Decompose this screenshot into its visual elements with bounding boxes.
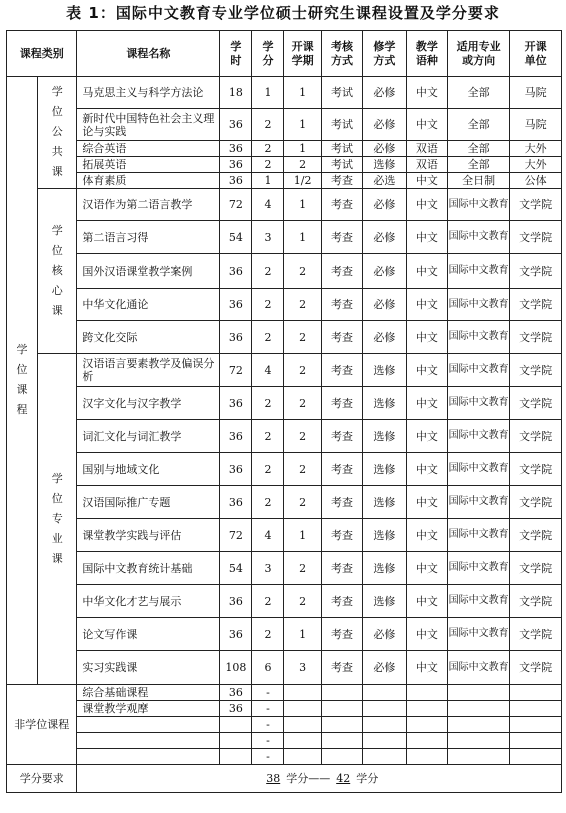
empty-cell — [284, 685, 321, 701]
course-exam: 考试 — [321, 157, 362, 173]
course-name: 课堂教学观摩 — [77, 701, 220, 717]
course-name: 马克思主义与科学方法论 — [77, 77, 220, 109]
course-credit: 4 — [252, 189, 284, 221]
course-unit: 文学院 — [510, 321, 562, 354]
course-unit: 文学院 — [510, 486, 562, 519]
course-unit: 文学院 — [510, 189, 562, 221]
course-unit: 文学院 — [510, 552, 562, 585]
table-row — [7, 701, 562, 717]
course-unit: 文学院 — [510, 221, 562, 254]
course-term: 2 — [284, 552, 321, 585]
course-major: 国际中文教育 — [448, 486, 510, 519]
course-term: 1 — [284, 221, 321, 254]
course-hours: 36 — [220, 420, 252, 453]
course-mode: 选修 — [363, 453, 406, 486]
table-row — [7, 651, 562, 685]
course-unit: 文学院 — [510, 519, 562, 552]
course-name: 汉字文化与汉字教学 — [77, 387, 220, 420]
course-mode: 选修 — [363, 585, 406, 618]
empty-cell — [363, 733, 406, 749]
course-major: 国际中文教育 — [448, 221, 510, 254]
course-term: 2 — [284, 254, 321, 289]
table-row — [7, 254, 562, 289]
course-term: 2 — [284, 486, 321, 519]
credit-unit: 学分 — [356, 772, 379, 785]
course-major: 国际中文教育 — [448, 585, 510, 618]
empty-cell — [321, 749, 362, 765]
course-name: 汉语语言要素教学及偏误分析 — [77, 354, 220, 387]
empty-cell — [406, 733, 447, 749]
header-term: 开课学期 — [284, 31, 321, 77]
course-unit: 马院 — [510, 109, 562, 141]
course-lang: 中文 — [406, 173, 447, 189]
course-term: 3 — [284, 651, 321, 685]
course-exam: 考试 — [321, 77, 362, 109]
empty-cell — [406, 685, 447, 701]
course-hours: 36 — [220, 618, 252, 651]
course-hours: 36 — [220, 701, 252, 717]
course-lang: 中文 — [406, 109, 447, 141]
course-lang: 中文 — [406, 420, 447, 453]
course-name — [77, 733, 220, 749]
header-exam: 考核方式 — [321, 31, 362, 77]
course-mode: 必修 — [363, 321, 406, 354]
course-hours: 18 — [220, 77, 252, 109]
course-term: 1 — [284, 141, 321, 157]
course-mode: 选修 — [363, 552, 406, 585]
course-name — [77, 749, 220, 765]
course-credit: 2 — [252, 618, 284, 651]
course-hours: 36 — [220, 387, 252, 420]
course-hours: 36 — [220, 585, 252, 618]
empty-cell — [448, 733, 510, 749]
course-exam: 考查 — [321, 618, 362, 651]
empty-cell — [448, 749, 510, 765]
course-lang: 中文 — [406, 289, 447, 321]
table-row — [7, 618, 562, 651]
course-credit: 2 — [252, 254, 284, 289]
course-exam: 考查 — [321, 354, 362, 387]
course-credit: 2 — [252, 289, 284, 321]
course-name: 词汇文化与词汇教学 — [77, 420, 220, 453]
header-row — [7, 31, 562, 77]
course-term: 1 — [284, 77, 321, 109]
table-row — [7, 157, 562, 173]
header-course-name: 课程名称 — [77, 31, 220, 77]
empty-cell — [363, 685, 406, 701]
credit-requirement-row — [7, 765, 562, 793]
credit-max: 42 — [336, 772, 351, 785]
course-major: 全部 — [448, 109, 510, 141]
course-unit: 文学院 — [510, 354, 562, 387]
table-row — [7, 420, 562, 453]
course-credit: 3 — [252, 552, 284, 585]
empty-cell — [284, 733, 321, 749]
course-major: 国际中文教育 — [448, 289, 510, 321]
course-mode: 必修 — [363, 189, 406, 221]
course-lang: 中文 — [406, 254, 447, 289]
course-exam: 考查 — [321, 387, 362, 420]
course-unit: 大外 — [510, 157, 562, 173]
course-major: 国际中文教育 — [448, 618, 510, 651]
empty-cell — [448, 717, 510, 733]
course-name: 实习实践课 — [77, 651, 220, 685]
table-row — [7, 354, 562, 387]
course-name: 新时代中国特色社会主义理论与实践 — [77, 109, 220, 141]
course-unit: 马院 — [510, 77, 562, 109]
empty-cell — [284, 701, 321, 717]
table-row — [7, 77, 562, 109]
course-hours: 36 — [220, 486, 252, 519]
course-credit: - — [252, 749, 284, 765]
table-row — [7, 221, 562, 254]
course-major: 国际中文教育 — [448, 453, 510, 486]
table-row — [7, 585, 562, 618]
course-hours: 36 — [220, 173, 252, 189]
header-hours: 学时 — [220, 31, 252, 77]
course-term: 1/2 — [284, 173, 321, 189]
course-credit: 1 — [252, 77, 284, 109]
course-hours: 54 — [220, 552, 252, 585]
course-credit: 2 — [252, 585, 284, 618]
course-lang: 中文 — [406, 453, 447, 486]
course-name — [77, 717, 220, 733]
course-unit: 文学院 — [510, 618, 562, 651]
course-term: 2 — [284, 289, 321, 321]
course-name: 体育素质 — [77, 173, 220, 189]
course-term: 2 — [284, 387, 321, 420]
group-nondegree: 非学位课程 — [7, 685, 77, 765]
empty-cell — [363, 701, 406, 717]
course-unit: 文学院 — [510, 651, 562, 685]
table-row — [7, 321, 562, 354]
course-credit: 6 — [252, 651, 284, 685]
course-major: 全日制 — [448, 173, 510, 189]
course-name: 综合基础课程 — [77, 685, 220, 701]
course-unit: 文学院 — [510, 289, 562, 321]
group-degree: 学位课程 — [7, 77, 38, 685]
course-name: 中华文化通论 — [77, 289, 220, 321]
course-major: 国际中文教育 — [448, 189, 510, 221]
course-credit: 2 — [252, 453, 284, 486]
course-mode: 必修 — [363, 254, 406, 289]
course-exam: 考查 — [321, 321, 362, 354]
course-term: 1 — [284, 189, 321, 221]
course-name: 拓展英语 — [77, 157, 220, 173]
empty-cell — [363, 717, 406, 733]
course-term: 2 — [284, 157, 321, 173]
course-exam: 考查 — [321, 585, 362, 618]
table-row — [7, 717, 562, 733]
course-mode: 选修 — [363, 157, 406, 173]
credit-min: 38 — [266, 772, 281, 785]
course-term: 1 — [284, 618, 321, 651]
course-credit: 2 — [252, 141, 284, 157]
empty-cell — [284, 749, 321, 765]
empty-cell — [321, 701, 362, 717]
course-lang: 双语 — [406, 141, 447, 157]
empty-cell — [406, 717, 447, 733]
empty-cell — [406, 701, 447, 717]
course-table — [6, 30, 562, 793]
course-lang: 中文 — [406, 651, 447, 685]
course-hours — [220, 733, 252, 749]
course-lang: 中文 — [406, 354, 447, 387]
table-row — [7, 189, 562, 221]
course-lang: 中文 — [406, 585, 447, 618]
course-unit: 文学院 — [510, 453, 562, 486]
course-unit: 公体 — [510, 173, 562, 189]
course-name: 国别与地域文化 — [77, 453, 220, 486]
course-credit: 3 — [252, 221, 284, 254]
course-lang: 中文 — [406, 189, 447, 221]
course-hours: 108 — [220, 651, 252, 685]
course-lang: 中文 — [406, 387, 447, 420]
course-hours: 36 — [220, 321, 252, 354]
course-hours: 36 — [220, 141, 252, 157]
table-row — [7, 685, 562, 701]
group-major: 学位专业课 — [38, 354, 77, 685]
course-name: 课堂教学实践与评估 — [77, 519, 220, 552]
course-mode: 必修 — [363, 109, 406, 141]
group-core: 学位核心课 — [38, 189, 77, 354]
course-exam: 考试 — [321, 109, 362, 141]
course-major: 全部 — [448, 157, 510, 173]
empty-cell — [510, 685, 562, 701]
course-exam: 考查 — [321, 289, 362, 321]
course-unit: 大外 — [510, 141, 562, 157]
course-term: 1 — [284, 519, 321, 552]
course-mode: 必修 — [363, 651, 406, 685]
course-exam: 考查 — [321, 552, 362, 585]
empty-cell — [510, 701, 562, 717]
course-name: 中华文化才艺与展示 — [77, 585, 220, 618]
course-mode: 选修 — [363, 486, 406, 519]
table-row — [7, 453, 562, 486]
empty-cell — [510, 717, 562, 733]
table-row — [7, 552, 562, 585]
course-mode: 选修 — [363, 387, 406, 420]
course-hours: 54 — [220, 221, 252, 254]
course-term: 2 — [284, 585, 321, 618]
header-mode: 修学方式 — [363, 31, 406, 77]
course-exam: 考查 — [321, 173, 362, 189]
table-row — [7, 109, 562, 141]
course-name: 汉语国际推广专题 — [77, 486, 220, 519]
course-hours: 36 — [220, 109, 252, 141]
course-major: 全部 — [448, 77, 510, 109]
credit-requirement-label: 学分要求 — [7, 765, 77, 793]
empty-cell — [363, 749, 406, 765]
empty-cell — [448, 701, 510, 717]
empty-cell — [321, 733, 362, 749]
header-category: 课程类别 — [7, 31, 77, 77]
empty-cell — [284, 717, 321, 733]
course-credit: - — [252, 717, 284, 733]
course-mode: 选修 — [363, 420, 406, 453]
course-major: 国际中文教育 — [448, 254, 510, 289]
course-credit: 2 — [252, 321, 284, 354]
course-major: 国际中文教育 — [448, 519, 510, 552]
table-row — [7, 173, 562, 189]
credit-requirement-value — [77, 765, 562, 793]
course-credit: 2 — [252, 420, 284, 453]
course-name: 论文写作课 — [77, 618, 220, 651]
course-unit: 文学院 — [510, 585, 562, 618]
course-name: 国际中文教育统计基础 — [77, 552, 220, 585]
course-lang: 双语 — [406, 157, 447, 173]
course-hours — [220, 717, 252, 733]
course-mode: 必选 — [363, 173, 406, 189]
empty-cell — [510, 749, 562, 765]
table-row — [7, 387, 562, 420]
course-major: 国际中文教育 — [448, 387, 510, 420]
table-row — [7, 289, 562, 321]
course-term: 2 — [284, 453, 321, 486]
course-credit: 2 — [252, 157, 284, 173]
course-hours: 36 — [220, 453, 252, 486]
empty-cell — [321, 685, 362, 701]
course-unit: 文学院 — [510, 420, 562, 453]
course-unit: 文学院 — [510, 254, 562, 289]
course-lang: 中文 — [406, 321, 447, 354]
course-exam: 考查 — [321, 519, 362, 552]
course-major: 国际中文教育 — [448, 321, 510, 354]
course-lang: 中文 — [406, 486, 447, 519]
course-mode: 必修 — [363, 618, 406, 651]
course-exam: 考查 — [321, 486, 362, 519]
course-mode: 必修 — [363, 141, 406, 157]
course-credit: - — [252, 733, 284, 749]
course-lang: 中文 — [406, 519, 447, 552]
course-hours: 36 — [220, 289, 252, 321]
course-mode: 必修 — [363, 221, 406, 254]
course-major: 国际中文教育 — [448, 552, 510, 585]
table-row — [7, 486, 562, 519]
course-hours: 36 — [220, 685, 252, 701]
group-public: 学位公共课 — [38, 77, 77, 189]
course-major: 国际中文教育 — [448, 651, 510, 685]
course-hours: 72 — [220, 519, 252, 552]
empty-cell — [448, 685, 510, 701]
course-exam: 考查 — [321, 221, 362, 254]
course-name: 综合英语 — [77, 141, 220, 157]
course-mode: 必修 — [363, 77, 406, 109]
table-row — [7, 733, 562, 749]
course-hours: 36 — [220, 254, 252, 289]
empty-cell — [510, 733, 562, 749]
course-credit: 1 — [252, 173, 284, 189]
header-unit: 开课单位 — [510, 31, 562, 77]
course-term: 2 — [284, 420, 321, 453]
course-exam: 考查 — [321, 189, 362, 221]
course-lang: 中文 — [406, 221, 447, 254]
course-lang: 中文 — [406, 618, 447, 651]
table-title: 表 1：国际中文教育专业学位硕士研究生课程设置及学分要求 — [66, 4, 500, 22]
course-mode: 选修 — [363, 354, 406, 387]
course-term: 2 — [284, 354, 321, 387]
table-row — [7, 519, 562, 552]
course-unit: 文学院 — [510, 387, 562, 420]
header-lang: 教学语种 — [406, 31, 447, 77]
course-exam: 考试 — [321, 141, 362, 157]
header-credit: 学分 — [252, 31, 284, 77]
course-exam: 考查 — [321, 254, 362, 289]
course-credit: - — [252, 701, 284, 717]
course-mode: 选修 — [363, 519, 406, 552]
course-exam: 考查 — [321, 453, 362, 486]
course-credit: 4 — [252, 519, 284, 552]
course-hours: 36 — [220, 157, 252, 173]
table-row — [7, 749, 562, 765]
course-major: 国际中文教育 — [448, 420, 510, 453]
course-credit: 2 — [252, 109, 284, 141]
course-major: 国际中文教育 — [448, 354, 510, 387]
course-major: 全部 — [448, 141, 510, 157]
table-row — [7, 141, 562, 157]
course-credit: 4 — [252, 354, 284, 387]
header-major: 适用专业或方向 — [448, 31, 510, 77]
course-name: 跨文化交际 — [77, 321, 220, 354]
empty-cell — [321, 717, 362, 733]
course-hours — [220, 749, 252, 765]
course-exam: 考查 — [321, 420, 362, 453]
course-term: 2 — [284, 321, 321, 354]
credit-sep: 学分—— — [286, 772, 331, 785]
course-name: 汉语作为第二语言教学 — [77, 189, 220, 221]
course-term: 1 — [284, 109, 321, 141]
course-credit: 2 — [252, 486, 284, 519]
course-credit: 2 — [252, 387, 284, 420]
course-name: 国外汉语课堂教学案例 — [77, 254, 220, 289]
course-hours: 72 — [220, 189, 252, 221]
course-credit: - — [252, 685, 284, 701]
course-hours: 72 — [220, 354, 252, 387]
empty-cell — [406, 749, 447, 765]
course-exam: 考查 — [321, 651, 362, 685]
course-lang: 中文 — [406, 77, 447, 109]
course-name: 第二语言习得 — [77, 221, 220, 254]
course-lang: 中文 — [406, 552, 447, 585]
course-mode: 必修 — [363, 289, 406, 321]
